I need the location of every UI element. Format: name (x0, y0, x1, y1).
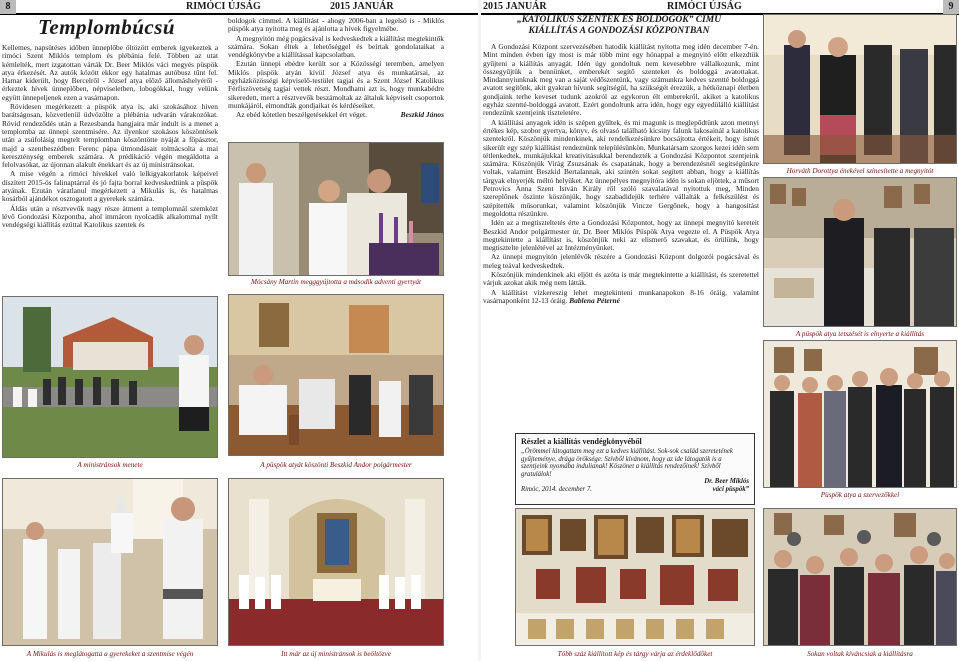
author-signature: Beszkid János (400, 110, 444, 120)
headline-line-2: KIÁLLÍTÁS A GONDOZÁSI KÖZPONTBAN (528, 26, 710, 36)
paragraph: A mise végén a rimóci hívekkel való lelkigyakorlatok képeivel díszített 2015-ös falinaptárral és jó fajta borral kedveskedtünk a püspök atyának. Ezután váratlanul megérkezett a Mikulás is, és hatalmas kosárból ajándékot osztogatott a gyerekek számára. (2, 169, 218, 204)
photo-caption: Sokan voltak kíváncsiak a kiállításra (807, 650, 913, 658)
photo-caption: A ministránsok menete (77, 461, 143, 469)
guestbook-signer-title: váci püspök” (712, 485, 749, 493)
paragraph: A kiállítási anyagok idén is szépen gyűltek, és mi magunk is meglepődtünk azon mennyi értékes kép, szobor gyertya, könyv, és olvasó található kicsiny falunk lakosainál a katolikus szentekről. Köszönjük mindenkinek, aki rendelkezésünkre bocsájtotta értékeit, hogy ismét sikerült egy szép kiállítást rendeznünk településünkön. Munkatársam szorgos kezei idén sem tétlenkedtek, munkájukkal kreativitásukkal berendezték a Gondozási Központot szentjeink számára. Köszönjük Virág Zsuzsának és csapatának, hogy a berendezésnél segítségünkre voltak, valamint Beszkid Bertalannak, aki szintén sokat segített abban, hogy a kiállítás tárgyak elnyerjék méltó helyüket. Az ünnepélyes megnyitóra idén is sokan eljöttek, a műsort Petrovics Anna Szent István Király ről szóló szavalatával nyitottuk meg, Minden szereplőnek őszinte köszönjük, hogy szabadidejük terhére vállalták a felkészülést és szépítették műsorunkat, valamint köszönjük Vincze Gergőnek, hogy a hangosítást megoldotta részünkre. (483, 117, 759, 218)
paragraph (483, 289, 759, 306)
photo-bishop-exhibition (763, 177, 957, 327)
author-signature: Bablena Péterné (569, 295, 620, 305)
guestbook-quote: „Örömmel látogattam meg ezt a kedves kiállítást. Sok-sok család szeretetének gyűjteménye, drága öröksége. Szívből kívánom, hogy az ide látogatók is a szentjeink nyomába indulianak! Köszönet a kiállítás rendezőinek! Szívből gratulálok! (521, 448, 733, 478)
page-8 (0, 0, 478, 661)
paragraph: Köszönjük mindenkinek aki eljött és azóta is már megtekintette a kiállítást, és szeretettel várjuk azokat akik még nem látták. (483, 270, 759, 288)
guestbook-signer: Dr. Beer Miklós (704, 478, 749, 486)
paragraph-text: Az ebéd kötetlen beszélgetésekkel ért véget. (236, 110, 367, 120)
guestbook-place-date: Rimóc, 2014. december 7. (521, 485, 592, 493)
paragraph: Kellemes, napsütéses időben ünneplőbe öltözött emberek igyekeztek a rimóci Szent Miklós templom és plébánia felé. Többen az utat kémlelték, mert izgatottan várták Dr. Beer Miklós váci megyés püspök atya érkezését. Az autók között ekkor egy hatalmas autóbusz tűnt fel. Hamar kiderült, hogy Bercelről - József atya előző állomáshelyéről - érkeztek hívek ünneplőben, népviseletben, lobogókkal, hogy velünk együtt ünnepeljenek ezen a vasárnapon. (2, 44, 218, 102)
article-body (483, 43, 759, 427)
photo-exhibited-items (515, 508, 755, 646)
paper-name: RIMÓCI ÚJSÁG (186, 1, 261, 12)
issue-date: 2015 JANUÁR (330, 1, 394, 12)
photo-mikulas (2, 478, 218, 646)
photo-singer (763, 14, 957, 164)
paper-name: RIMÓCI ÚJSÁG (667, 1, 742, 12)
page-header (0, 0, 478, 15)
guestbook-box (515, 433, 755, 505)
photo-caption: Több száz kiállított kép és tárgy várja az érdeklődőket (557, 650, 713, 658)
paragraph: A megnyitón még pogácsával is kedveskedtek a kiállítást megtekintők számára. Sokan éltek a lehetőséggel és beírtak gondolataikat a vendégkönyvbe a kiállítással kapcsolatban. (228, 33, 444, 60)
paragraph: Idén az a megtiszteltetés érte a Gondozási Központot, hogy az ünnepi megnyitó kereteit Beszkid Andor polgármester úr, Dr. Beer Miklós Püspök Atya vegezte el. A Püspök Atya megtekintette a kiállítást is, köszönjük neki az elismerő szavakat, és örülünk, hogy megtisztelte jelenlétével az Intézményünket. (483, 218, 759, 253)
photo-caption: A püspök atyát köszönti Beszkid Andor polgármester (260, 461, 412, 469)
issue-date: 2015 JANUÁR (483, 1, 547, 12)
paragraph (228, 111, 444, 119)
article-headline: Templombúcsú (38, 15, 176, 39)
page-number: 9 (943, 0, 959, 14)
paragraph: Rövidesen megérkezett a püspök atya is, aki szokásához híven barátságosan, közvetlenül üdvözölte a plébánia udvarán várakozókat. Rövid rendeződés után a Rezesbanda hangjaira már indult is a menet a templomba az ünnepi szentmisére. Az ilyenkor szokásos köszöntések után a zsúfolásig megtelt templomban köszöntötte nyáját a főpásztor, majd a szentbeszédben Ferenc pápa útmondásait tolmácsolta a mai kereszténység emberek számára. A prédikáció végén megáldotta a felolvasókat, az újonnan alakult énekkart és az új ministránsokat. (2, 102, 218, 170)
photo-mayor-greeting (228, 294, 444, 456)
photo-candle-lighting (228, 142, 444, 276)
photo-new-ministrants (228, 478, 444, 646)
paragraph-text: A kiállítást vízkereszig lehet megtekinteni munkanapokon 8-16 óráig, valamint vasárnaponként 12-13 óráig. (483, 287, 759, 305)
photo-caption: Itt már az új ministránsok is beöltözve (281, 650, 391, 658)
guestbook-title: Részlet a kiállítás vendégkönyvéből (521, 437, 642, 446)
photo-procession (2, 296, 218, 458)
article-headline (481, 15, 757, 37)
paragraph: boldogok címmel. A kiállítást - ahogy 2006-ban a legelső is - Miklós püspök atya nyitotta meg és ajánlotta a hívek figyelmébe. (228, 17, 444, 34)
article-column-1 (2, 44, 218, 292)
photo-caption: A Mikulás is meglátogatta a gyerekeket a szentmise végén (26, 650, 194, 658)
photo-bishop-organizers (763, 340, 957, 488)
article-column-2 (228, 17, 444, 141)
page-header (481, 0, 959, 15)
page-number: 8 (0, 0, 16, 14)
photo-visitors (763, 508, 957, 646)
photo-caption: Mócsány Martin megggyújtotta a második adventi gyertyát (250, 278, 422, 286)
headline-line-1: „KATOLIKUS SZENTEK ÉS BOLDOGOK” CÍMŰ (516, 15, 722, 25)
photo-caption: Horváth Dorottya énekével színesítette a megnyitót (786, 167, 934, 175)
photo-caption: A püspök atya tetszését is elnyerte a kiállítás (795, 330, 925, 338)
paragraph: A Gondozási Központ szervezésében hatodik kiállítást nyitotta meg idén december 7-én. Mint minden évben így most is már több mint egy hónappal a megnyitó előtt elkezdtük gyűjteni a kiállítás anyagát. Idén úgy gondoltuk nem kevesebbre vállalkozunk, mint összegyűjtük a bennünket, emberekét segítő szenteket és boldoggá avatottakat. Mindannyiunknak meg van a saját védőszentünk, vagy számunkra kedves szentté boldoggá avatott segítőnk, akit gyakran hívunk segítségül, ha szükségét érezzük, a hétköznapi életben gondjaink terhe keveset tudunk azokról az egykoron élt emberekről, akiket a katolikus egyház szentté-boldoggá avatott. Ezért gondoltunk arra idén, hogy egy egyedülálló kiállítást rendezünk szentjeink tiszteletére. (483, 43, 759, 118)
photo-caption: Püspök atya a szervezőkkel (820, 491, 900, 499)
paragraph: Áldás után a résztvevők nagy része átment a templomnál szemközt lévő Gondozási Központba, ahol immáron nyolcadik alkalommal nyílt vendégségi kiállítás ezúttal Katolikus szentek és (2, 203, 218, 230)
page-9 (481, 0, 959, 661)
paragraph: Ezután ünnepi ebédre került sor a Közösségi teremben, amelyen Miklós püspök atyán kívül József atya és munkatársai, az egyházközösségi képviselő-testület tagjai és a Szent József Katolikus Férfiszövetség tagjai vettek részt. Mondhatni azt is, hogy munkabédre sikeredett, mert a résztvevők beszámoltak az általuk képviselt csoportok munkájáról, elmondták gondjaikat és kérdéseiket. (228, 59, 444, 110)
paragraph: Az ünnepi megnyitón jelenlévők részére a Gondozási Központ dolgozói pogácsával és meleg teával kedveskedtek. (483, 252, 759, 270)
